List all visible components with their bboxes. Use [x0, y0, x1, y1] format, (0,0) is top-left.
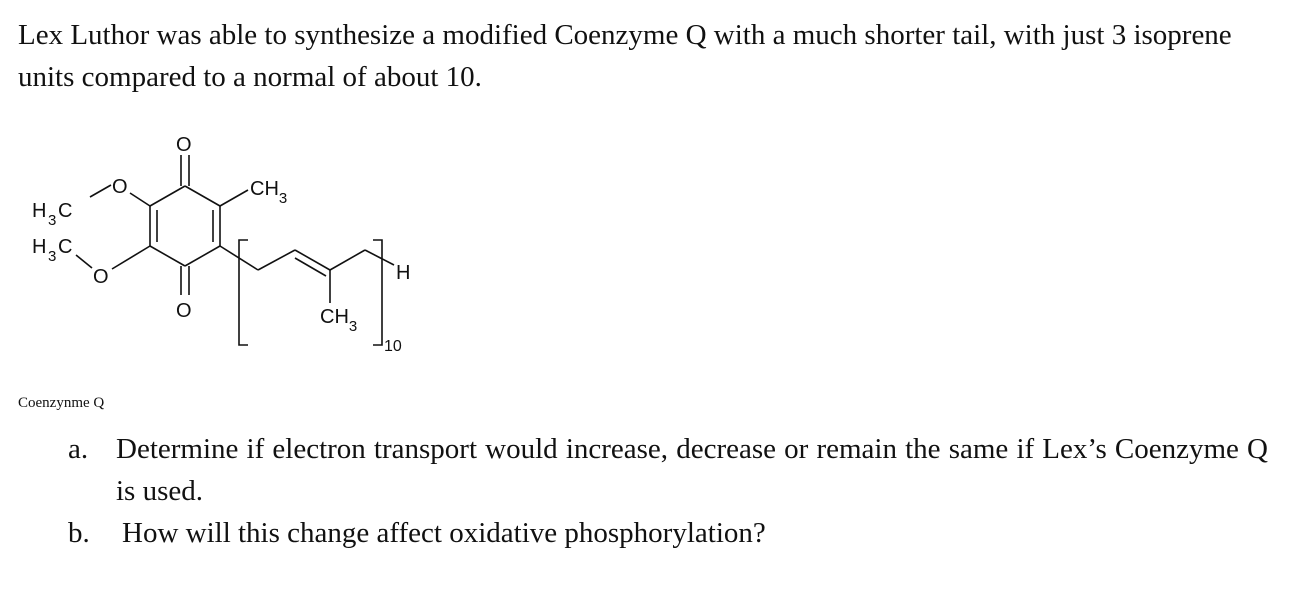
- ring-methyl-ch: CH: [250, 178, 279, 200]
- structure-caption: Coenzynme Q: [18, 395, 105, 411]
- coenzyme-q-diagram: [20, 125, 440, 365]
- tail-bond: [258, 250, 295, 270]
- question-text: Determine if electron transport would increase, decrease or remain the same if Lex’s Coenzyme Q is used.: [116, 433, 1268, 507]
- methoxy-bond: [76, 255, 92, 268]
- methyl-top-sub: 3: [48, 212, 57, 229]
- ring-bond: [150, 186, 185, 206]
- ring-bond: [185, 246, 220, 266]
- tail-methyl-sub: 3: [348, 318, 358, 335]
- ring-methyl: [250, 178, 287, 207]
- methyl-bottom-h: H: [32, 236, 47, 258]
- carbonyl-oxygen-bottom: O: [176, 300, 192, 322]
- tail-bond: [365, 250, 394, 265]
- carbonyl-oxygen-top: O: [176, 134, 192, 156]
- ring-methyl-sub: 3: [278, 190, 288, 207]
- question-list: [68, 428, 1268, 554]
- methoxy-oxygen-bottom: O: [93, 266, 109, 288]
- methyl-top-c: C: [58, 200, 73, 222]
- methoxy-bond: [130, 193, 150, 206]
- methoxy-bond: [112, 246, 150, 269]
- tail-methyl-ch: CH: [320, 306, 349, 328]
- repeat-count: 10: [384, 338, 402, 355]
- question-item: [68, 512, 1268, 554]
- coenzyme-q-structure: [20, 125, 440, 365]
- question-marker: a.: [68, 433, 89, 465]
- terminal-hydrogen: H: [396, 262, 411, 284]
- question-marker: b.: [68, 517, 90, 549]
- tail-double-bond-inner: [295, 258, 326, 276]
- ring-bond: [185, 186, 220, 206]
- tail-methyl: [320, 306, 357, 335]
- tail-bond: [295, 250, 330, 270]
- ring-bond: [150, 246, 185, 266]
- question-text: How will this change affect oxidative phosphorylation?: [122, 517, 766, 549]
- ring-methyl-bond: [220, 190, 248, 206]
- methyl-top-h: H: [32, 200, 47, 222]
- problem-intro: Lex Luthor was able to synthesize a modified Coenzyme Q with a much shorter tail, with just 3 isoprene units compared to a normal of about 10.: [18, 19, 1232, 93]
- repeat-bracket-left: [239, 240, 248, 345]
- question-item: [68, 428, 1268, 512]
- methyl-bottom-sub: 3: [48, 248, 57, 265]
- methoxy-bond: [90, 185, 111, 197]
- methyl-bottom-c: C: [58, 236, 73, 258]
- methoxy-oxygen-top: O: [112, 176, 128, 198]
- tail-bond: [330, 250, 365, 270]
